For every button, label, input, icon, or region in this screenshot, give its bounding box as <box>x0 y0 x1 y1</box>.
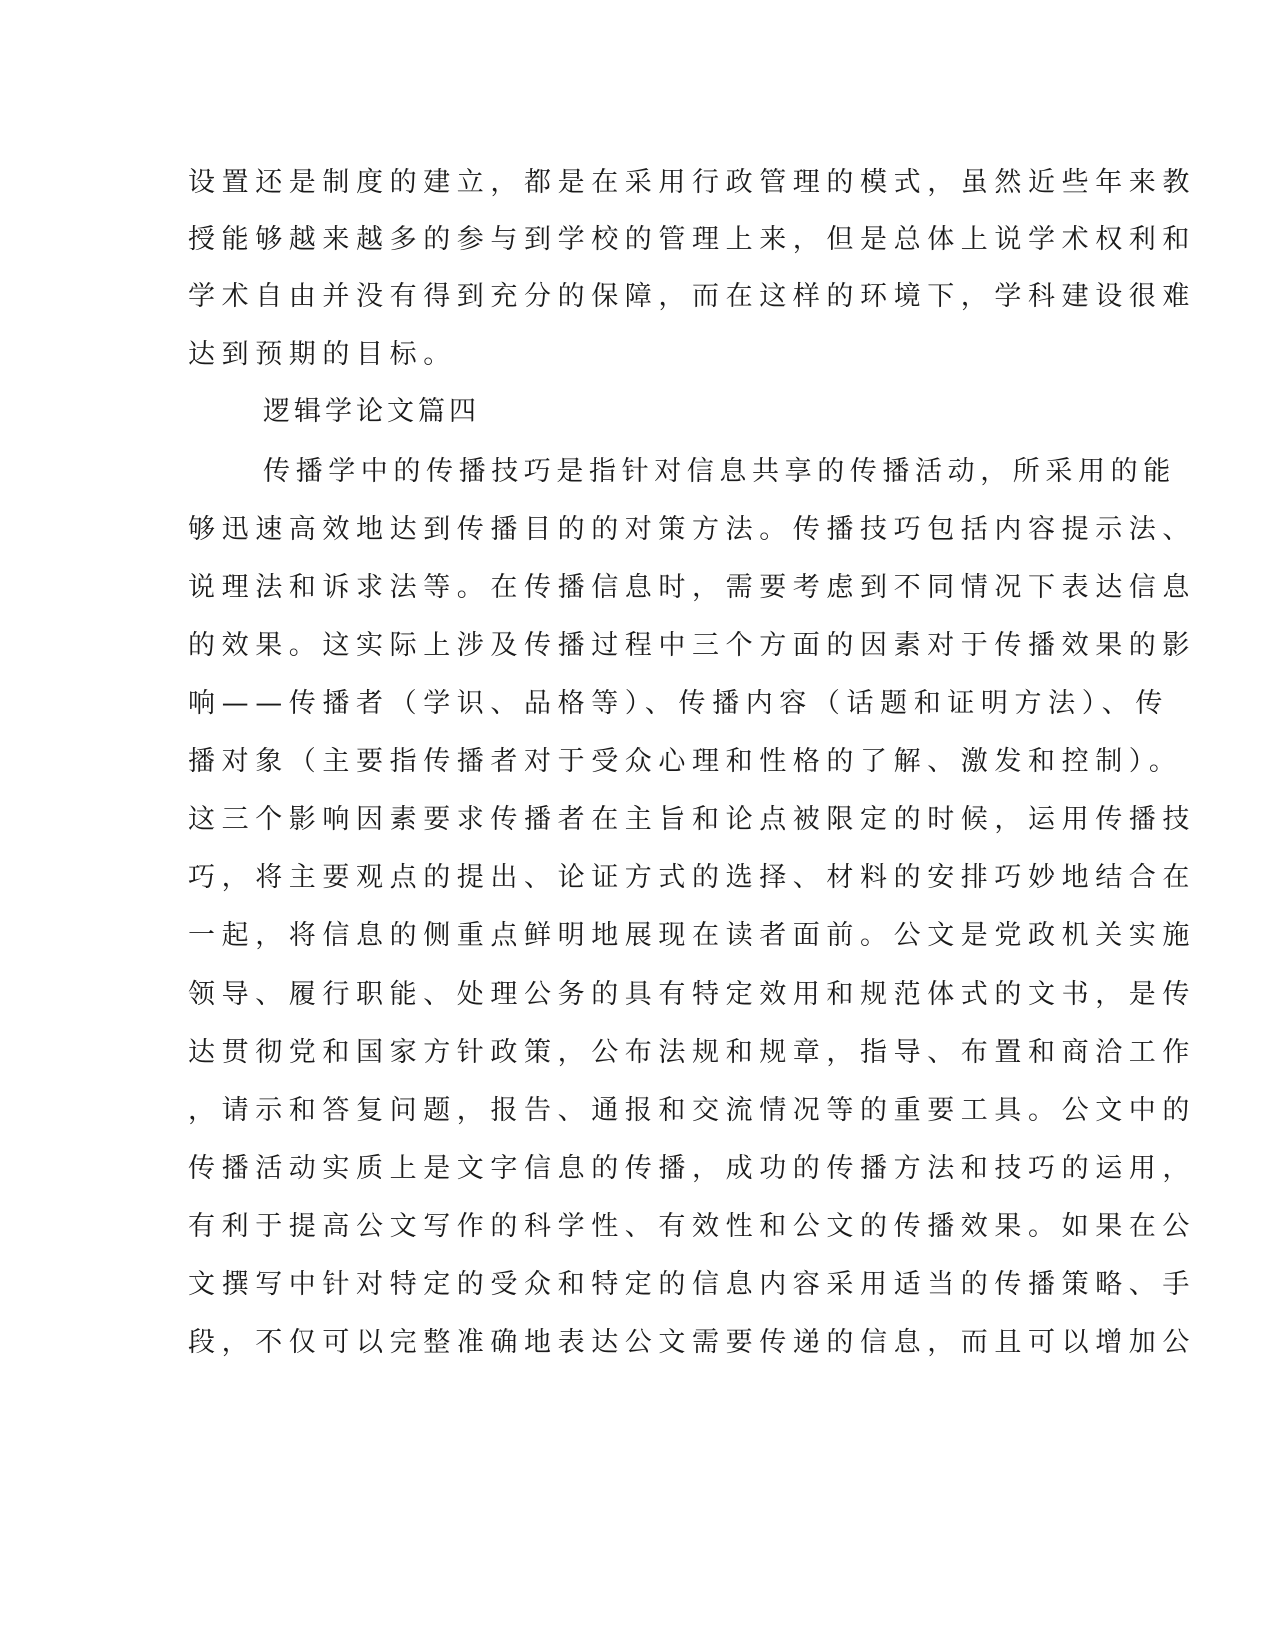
paragraph-line: 播对象（主要指传播者对于受众心理和性格的了解、激发和控制）。 <box>188 746 1183 777</box>
paragraph-line: 响——传播者（学识、品格等）、传播内容（话题和证明方法）、传 <box>188 688 1169 719</box>
paragraph-line: 授能够越来越多的参与到学校的管理上来，但是总体上说学术权利和 <box>188 224 1196 255</box>
paragraph-line: 传播活动实质上是文字信息的传播，成功的传播方法和技巧的运用， <box>188 1153 1196 1184</box>
paragraph-line: 领导、履行职能、处理公务的具有特定效用和规范体式的文书，是传 <box>188 979 1196 1010</box>
section-heading: 逻辑学论文篇四 <box>263 396 480 427</box>
paragraph-line: 的效果。这实际上涉及传播过程中三个方面的因素对于传播效果的影 <box>188 630 1196 661</box>
paragraph-line: 有利于提高公文写作的科学性、有效性和公文的传播效果。如果在公 <box>188 1211 1196 1242</box>
paragraph-line: 文撰写中针对特定的受众和特定的信息内容采用适当的传播策略、手 <box>188 1269 1196 1300</box>
paragraph-line: 段，不仅可以完整准确地表达公文需要传递的信息，而且可以增加公 <box>188 1327 1196 1358</box>
paragraph-line: 达到预期的目标。 <box>188 339 457 370</box>
paragraph-line: 巧，将主要观点的提出、论证方式的选择、材料的安排巧妙地结合在 <box>188 862 1196 893</box>
paragraph-line: 一起，将信息的侧重点鲜明地展现在读者面前。公文是党政机关实施 <box>188 920 1196 951</box>
paragraph-line: 达贯彻党和国家方针政策，公布法规和规章，指导、布置和商洽工作 <box>188 1037 1196 1068</box>
paragraph-line: 设置还是制度的建立，都是在采用行政管理的模式，虽然近些年来教 <box>188 167 1196 198</box>
paragraph-line: 说理法和诉求法等。在传播信息时，需要考虑到不同情况下表达信息 <box>188 572 1196 603</box>
paragraph-line: 这三个影响因素要求传播者在主旨和论点被限定的时候，运用传播技 <box>188 804 1196 835</box>
paragraph-line: 学术自由并没有得到充分的保障，而在这样的环境下，学科建设很难 <box>188 281 1196 312</box>
paragraph-line: ，请示和答复问题，报告、通报和交流情况等的重要工具。公文中的 <box>188 1095 1196 1126</box>
paragraph-line: 够迅速高效地达到传播目的的对策方法。传播技巧包括内容提示法、 <box>188 514 1196 545</box>
paragraph-line: 传播学中的传播技巧是指针对信息共享的传播活动，所采用的能 <box>263 456 1176 487</box>
